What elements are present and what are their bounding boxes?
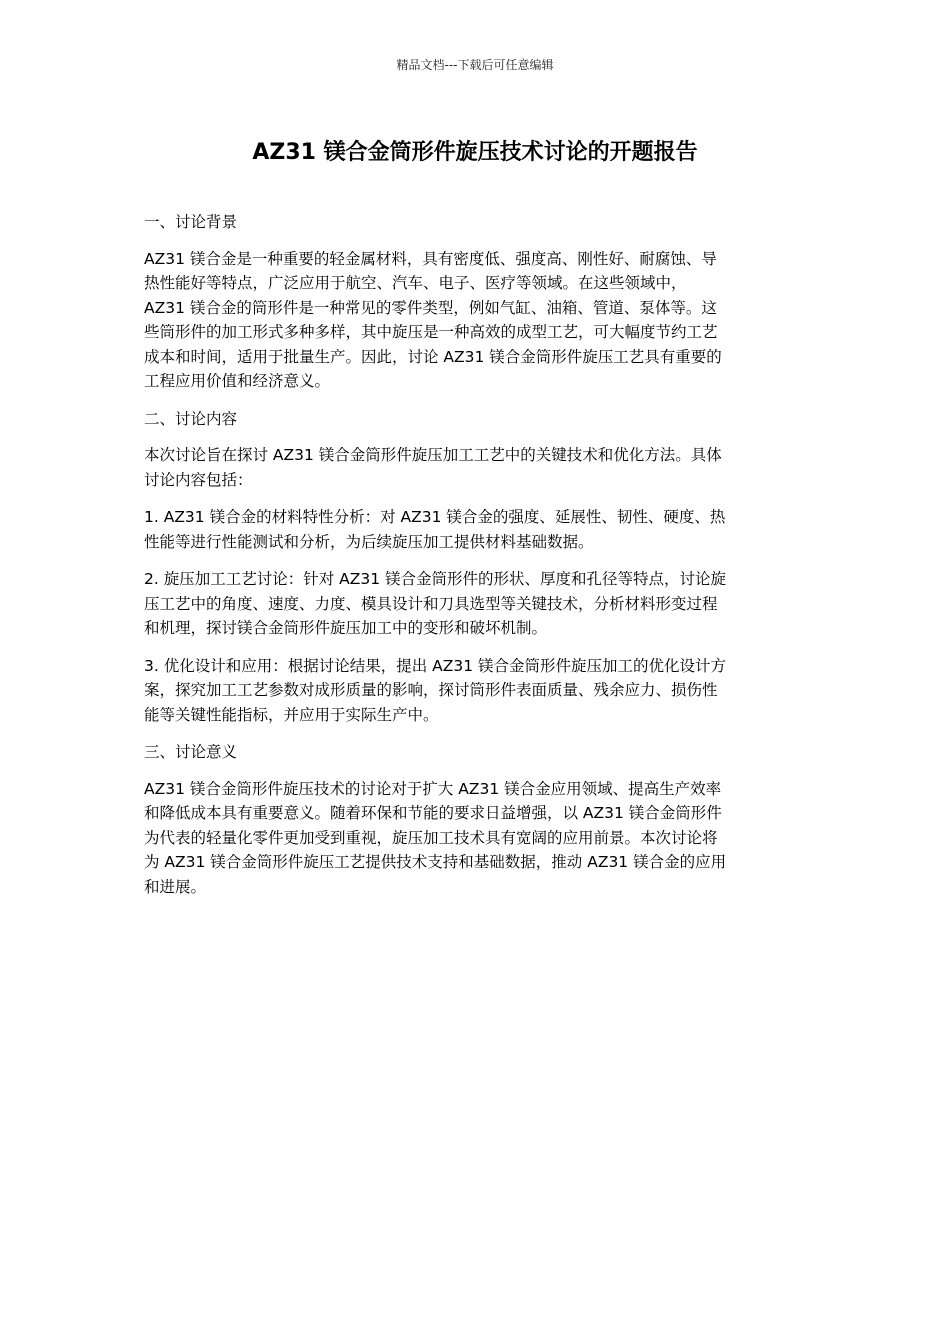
significance-paragraph — [144, 777, 806, 900]
text-line: 案，探究加工工艺参数对成形质量的影响，探讨筒形件表面质量、残余应力、损伤性 — [144, 681, 718, 699]
content-item-3 — [144, 654, 806, 728]
text-line: AZ31 镁合金筒形件旋压技术的讨论对于扩大 AZ31 镁合金应用领域、提高生产效率 — [144, 779, 722, 798]
page-header: 精品文档---下载后可任意编辑 — [396, 58, 554, 72]
text-line: 讨论内容包括： — [144, 470, 253, 489]
content-intro-paragraph — [144, 443, 806, 492]
content-item-2 — [144, 567, 806, 641]
text-line: 3. 优化设计和应用：根据讨论结果，提出 AZ31 镁合金筒形件旋压加工的优化设计方 — [144, 656, 727, 675]
section-heading-content: 二、讨论内容 — [144, 409, 238, 428]
text-line: 些筒形件的加工形式多种多样，其中旋压是一种高效的成型工艺，可大幅度节约工艺 — [144, 323, 718, 341]
text-line: 为 AZ31 镁合金筒形件旋压工艺提供技术支持和基础数据，推动 AZ31 镁合金的应用 — [144, 853, 727, 871]
text-line: 性能等进行性能测试和分析，为后续旋压加工提供材料基础数据。 — [144, 532, 594, 551]
text-line: 2. 旋压加工工艺讨论：针对 AZ31 镁合金筒形件的形状、厚度和孔径等特点，讨论旋 — [144, 570, 727, 588]
section-heading-significance: 三、讨论意义 — [144, 743, 238, 761]
text-line: 和进展。 — [144, 877, 207, 896]
content-item-1 — [144, 505, 806, 554]
text-line: AZ31 镁合金是一种重要的轻金属材料，具有密度低、强度高、刚性好、耐腐蚀、导 — [144, 249, 717, 268]
text-line: 成本和时间，适用于批量生产。因此，讨论 AZ31 镁合金筒形件旋压工艺具有重要的 — [144, 347, 722, 366]
text-line: 和降低成本具有重要意义。随着环保和节能的要求日益增强，以 AZ31 镁合金筒形件 — [144, 804, 722, 822]
text-line: 1. AZ31 镁合金的材料特性分析：对 AZ31 镁合金的强度、延展性、韧性、硬度、热 — [144, 508, 726, 526]
text-line: 工程应用价值和经济意义。 — [144, 372, 331, 390]
background-paragraph — [144, 247, 806, 394]
text-line: 本次讨论旨在探讨 AZ31 镁合金筒形件旋压加工工艺中的关键技术和优化方法。具体 — [144, 446, 722, 464]
text-line: AZ31 镁合金的筒形件是一种常见的零件类型，例如气缸、油箱、管道、泵体等。这 — [144, 298, 717, 317]
text-line: 能等关键性能指标，并应用于实际生产中。 — [144, 705, 439, 724]
text-line: 压工艺中的角度、速度、力度、模具设计和刀具选型等关键技术，分析材料形变过程 — [144, 594, 718, 613]
text-line: 热性能好等特点，广泛应用于航空、汽车、电子、医疗等领域。在这些领域中， — [144, 274, 687, 292]
document-body — [144, 210, 806, 912]
section-heading-background: 一、讨论背景 — [144, 213, 238, 231]
text-line: 和机理，探讨镁合金筒形件旋压加工中的变形和破坏机制。 — [144, 619, 548, 637]
text-line: 为代表的轻量化零件更加受到重视，旋压加工技术具有宽阔的应用前景。本次讨论将 — [144, 828, 718, 847]
document-title: AZ31 镁合金筒形件旋压技术讨论的开题报告 — [252, 140, 698, 165]
